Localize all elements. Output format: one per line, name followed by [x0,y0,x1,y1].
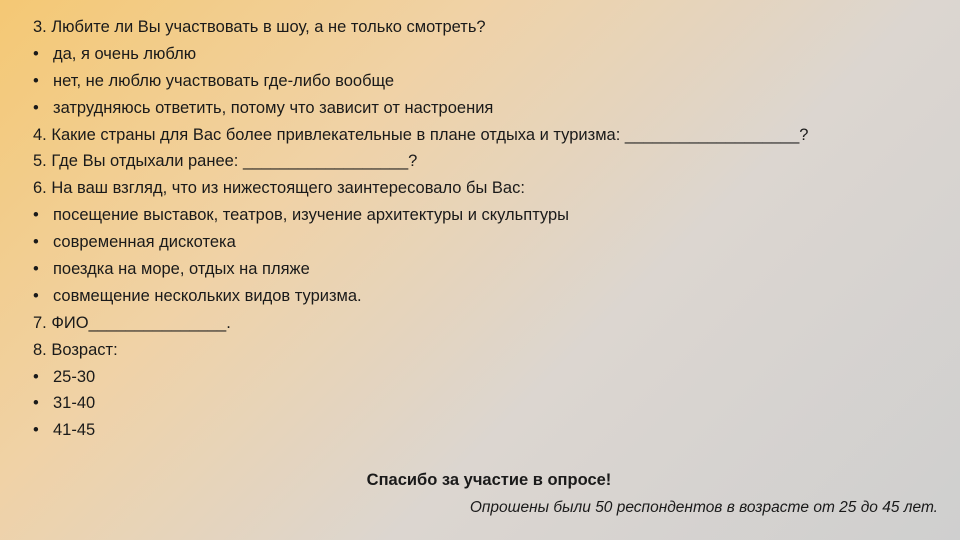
bullet-icon: • [33,367,39,386]
answer-option [33,417,808,444]
question-text [33,175,808,202]
answer-option [33,41,808,68]
thanks-message: Спасибо за участие в опросе! [366,471,612,489]
answer-option [33,95,808,122]
bullet-icon: • [33,286,39,305]
bullet-icon: • [33,233,39,252]
answer-option [33,283,808,310]
bullet-icon: • [33,260,39,279]
question-text [33,337,808,364]
line-text: совмещение нескольких видов туризма. [53,286,362,305]
line-text: 8. Возраст: [33,340,118,359]
question-text [33,14,808,41]
line-text: 6. На ваш взгляд, что из нижестоящего заинтересовало бы Вас: [33,179,525,198]
respondents-note: Опрошены были 50 респондентов в возрасте от 25 до 45 лет. [469,499,938,516]
line-text: 25-30 [53,367,96,386]
line-text: 7. ФИО_______________. [33,313,231,332]
line-text: 4. Какие страны для Вас более привлекательные в плане отдыха и туризма: ___________________? [33,125,809,144]
answer-option [33,390,808,417]
answer-option [33,202,808,229]
bullet-icon: • [33,394,39,413]
bullet-icon: • [33,98,39,117]
bullet-icon: • [33,206,39,225]
question-text [33,122,808,149]
line-text: нет, не люблю участвовать где-либо вообще [53,71,395,90]
line-text: 3. Любите ли Вы участвовать в шоу, а не только смотреть? [33,18,486,36]
line-text: современная дискотека [53,233,236,252]
answer-option [33,364,808,391]
answer-option [33,256,808,283]
line-text: 31-40 [53,394,96,413]
answer-option [33,68,808,95]
question-text [33,310,808,337]
answer-option [33,229,808,256]
bullet-icon: • [33,44,39,63]
bullet-icon: • [33,71,39,90]
bullet-icon: • [33,421,39,440]
line-text: посещение выставок, театров, изучение архитектуры и скульптуры [53,206,570,225]
question-text [33,148,808,175]
line-text: да, я очень люблю [53,44,197,63]
line-text: поездка на море, отдых на пляже [53,260,310,279]
line-text: затрудняюсь ответить, потому что зависит от настроения [53,98,494,117]
survey-questions [33,14,808,444]
line-text: 41-45 [53,421,96,440]
line-text: 5. Где Вы отдыхали ранее: __________________? [33,152,418,171]
